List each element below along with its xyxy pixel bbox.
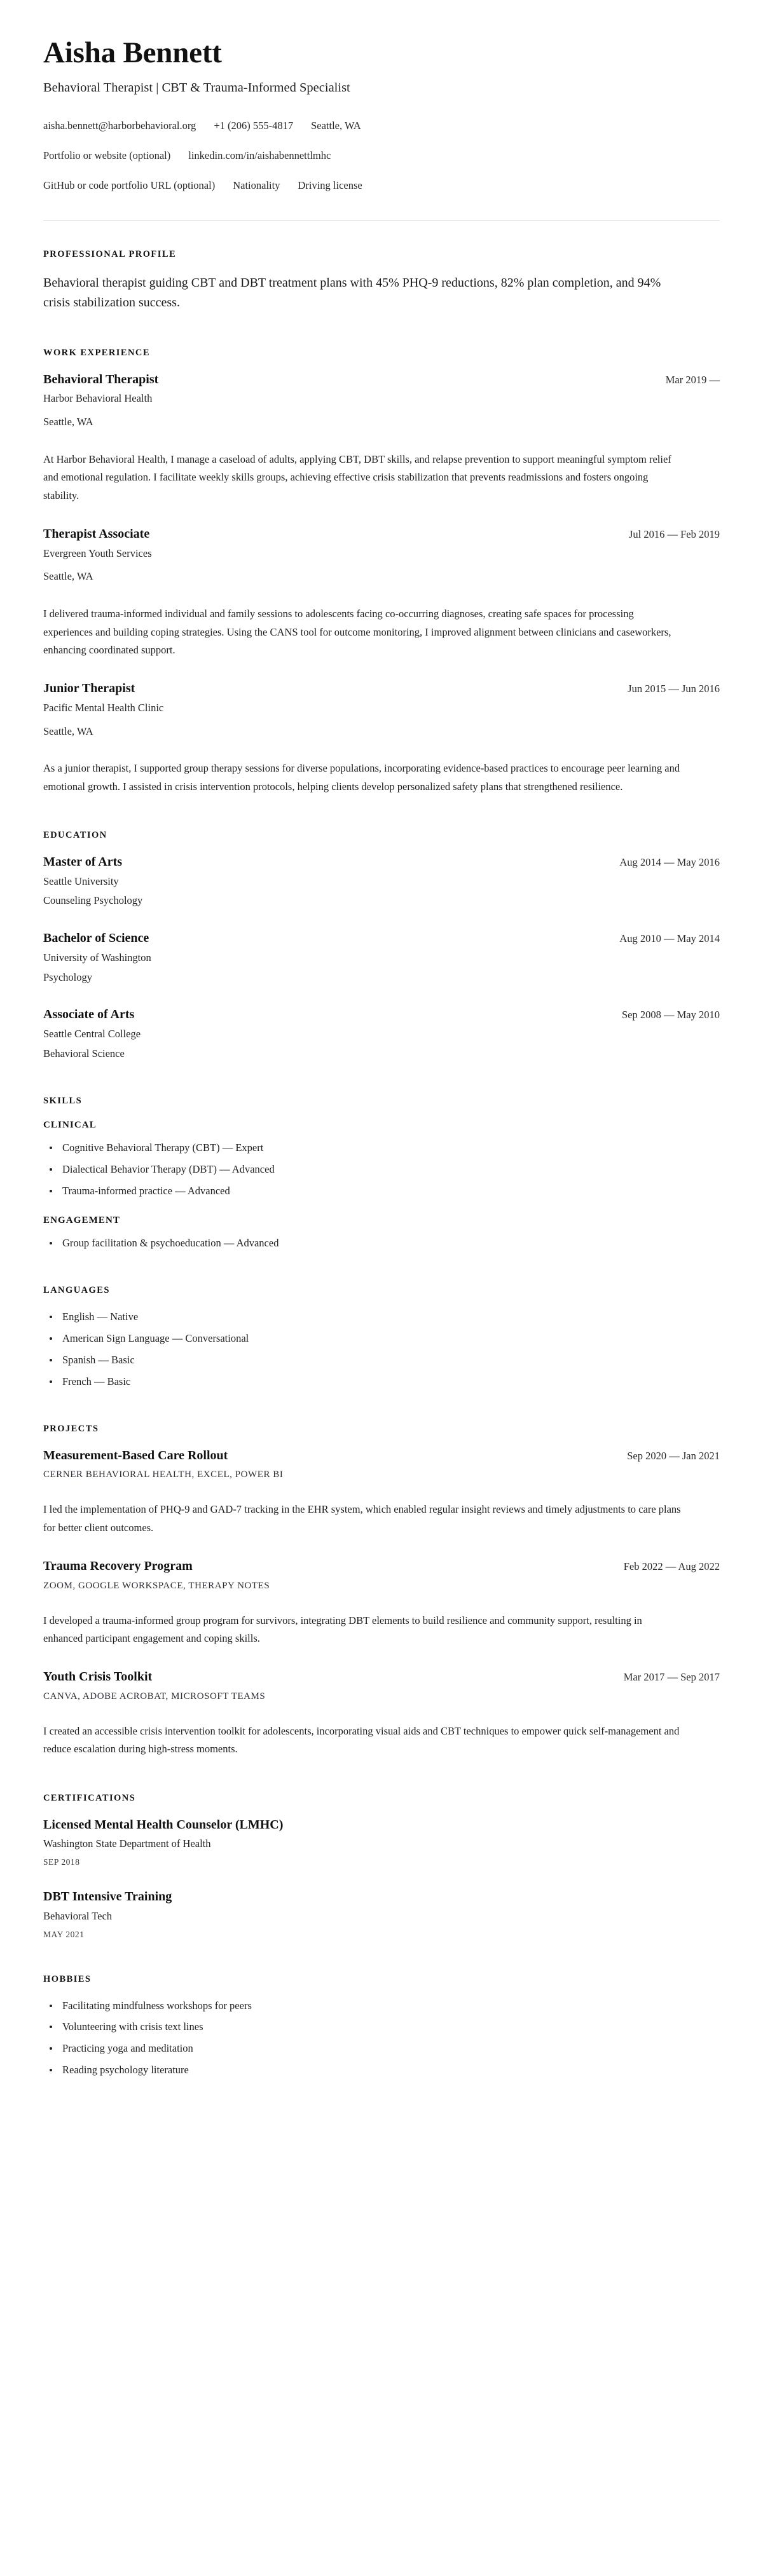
project-stack: ZOOM, GOOGLE WORKSPACE, THERAPY NOTES [43, 1580, 270, 1591]
project-entry-head [43, 1669, 720, 1686]
list-item: Trauma-informed practice — Advanced [43, 1183, 720, 1199]
education-school: Seattle University [43, 875, 119, 887]
education-dates: Sep 2008 — May 2010 [622, 1009, 720, 1021]
education-degree: Bachelor of Science [43, 931, 149, 946]
spacer [43, 1411, 720, 1424]
spacer [43, 1780, 720, 1793]
project-entry [43, 1558, 720, 1647]
candidate-name: Aisha Bennett [43, 36, 222, 69]
project-entry-head [43, 1448, 720, 1464]
project-stack: CERNER BEHAVIORAL HEALTH, EXCEL, POWER BI [43, 1469, 284, 1480]
certification-name: Licensed Mental Health Counselor (LMHC) [43, 1817, 284, 1832]
list-item: Spanish — Basic [43, 1353, 720, 1368]
certification-date: SEP 2018 [43, 1857, 80, 1867]
section-title-hobbies: HOBBIES [43, 1973, 92, 1984]
work-entry-dates: Jun 2015 — Jun 2016 [628, 683, 720, 695]
certification-entry [43, 1817, 720, 1867]
project-description: I led the implementation of PHQ-9 and GAD-7 tracking in the EHR system, which enabled regular insight reviews and timely adjustments to care plans for better client outcomes. [43, 1503, 681, 1534]
section-projects [43, 1424, 720, 1759]
work-entry-description: At Harbor Behavioral Health, I manage a caseload of adults, applying CBT, DBT skills, and relapse prevention to support meaningful symptom relief and emotional regulation. I facilitate weekly skills groups, achieving effective crisis stabilization that prevents readmissions and fosters ongoing stability. [43, 453, 671, 501]
education-field: Psychology [43, 971, 93, 983]
project-name: Measurement-Based Care Rollout [43, 1448, 228, 1462]
skill-group-engagement [43, 1215, 720, 1251]
contact-github[interactable]: GitHub or code portfolio URL (optional) [43, 179, 216, 191]
section-title-education: EDUCATION [43, 830, 107, 841]
section-languages [43, 1285, 720, 1389]
contact-nationality: Nationality [233, 179, 280, 191]
section-title-skills: SKILLS [43, 1096, 83, 1107]
work-entry-description: I delivered trauma-informed individual and family sessions to adolescents facing co-occurring diagnoses, creating safe spaces for processing experiences and building coping strategies. Using the CANS tool for outcome monitoring, I improved alignment between clinicians and caseworkers, enhancing coordinated support. [43, 608, 671, 656]
work-entry-location: Seattle, WA [43, 725, 93, 737]
education-entry [43, 854, 720, 909]
education-school: University of Washington [43, 951, 151, 964]
contact-driving-license: Driving license [298, 179, 362, 191]
project-entry-head [43, 1558, 720, 1575]
skill-group-name: CLINICAL [43, 1120, 97, 1131]
work-entry [43, 681, 720, 796]
section-hobbies [43, 1974, 720, 2078]
work-entry [43, 372, 720, 505]
profile-summary-text: Behavioral therapist guiding CBT and DBT treatment plans with 45% PHQ-9 reductions, 82% plan completion, and 94% crisis stabilization success. [43, 275, 661, 310]
project-name: Youth Crisis Toolkit [43, 1670, 153, 1684]
list-item: Reading psychology literature [43, 2062, 720, 2078]
work-entry-org: Evergreen Youth Services [43, 547, 152, 559]
contact-row-web [43, 148, 720, 164]
list-item: English — Native [43, 1309, 720, 1325]
project-dates: Sep 2020 — Jan 2021 [627, 1449, 720, 1462]
education-field: Counseling Psychology [43, 894, 143, 907]
language-list [43, 1309, 720, 1389]
work-entry-org: Harbor Behavioral Health [43, 392, 153, 405]
spacer [43, 817, 720, 830]
education-entry [43, 930, 720, 985]
work-entry-location: Seattle, WA [43, 416, 93, 428]
section-work-experience [43, 348, 720, 796]
contact-linkedin[interactable]: linkedin.com/in/aishabennettlmhc [188, 149, 331, 162]
section-title-profile: PROFESSIONAL PROFILE [43, 249, 177, 259]
section-title-projects: PROJECTS [43, 1423, 99, 1434]
education-dates: Aug 2014 — May 2016 [619, 856, 720, 869]
spacer [43, 335, 720, 348]
skill-list-clinical [43, 1140, 720, 1199]
work-entry-dates: Jul 2016 — Feb 2019 [628, 528, 720, 541]
list-item: Dialectical Behavior Therapy (DBT) — Advanced [43, 1162, 720, 1177]
list-item: American Sign Language — Conversational [43, 1331, 720, 1346]
list-item: Cognitive Behavioral Therapy (CBT) — Expert [43, 1140, 720, 1155]
list-item: French — Basic [43, 1374, 720, 1389]
candidate-headline: Behavioral Therapist | CBT & Trauma-Informed Specialist [43, 80, 350, 95]
work-entry-org: Pacific Mental Health Clinic [43, 701, 164, 714]
section-certifications [43, 1793, 720, 1940]
spacer [43, 1961, 720, 1974]
project-description: I created an accessible crisis intervention toolkit for adolescents, incorporating visual aids and CBT techniques to empower quick self-management and reduce escalation during high-stress moments. [43, 1725, 680, 1755]
work-entry-dates: Mar 2019 — [665, 373, 720, 386]
certification-name: DBT Intensive Training [43, 1890, 172, 1904]
project-name: Trauma Recovery Program [43, 1559, 193, 1574]
spacer [43, 1083, 720, 1096]
contact-phone[interactable]: +1 (206) 555-4817 [214, 119, 294, 132]
hobby-list [43, 1998, 720, 2078]
skill-list-engagement [43, 1236, 720, 1251]
list-item: Group facilitation & psychoeducation — Advanced [43, 1236, 720, 1251]
work-entry-head [43, 526, 720, 543]
project-entry [43, 1669, 720, 1758]
project-description: I developed a trauma-informed group program for survivors, integrating DBT elements to build resilience and community support, resulting in enhanced participant engagement and coping skills. [43, 1614, 642, 1645]
work-entry-head [43, 681, 720, 697]
list-item: Practicing yoga and meditation [43, 2041, 720, 2056]
education-entry-head [43, 930, 720, 947]
project-entry [43, 1448, 720, 1537]
skill-group-clinical [43, 1120, 720, 1199]
project-dates: Mar 2017 — Sep 2017 [623, 1671, 720, 1684]
work-entry [43, 526, 720, 659]
list-item: Facilitating mindfulness workshops for peers [43, 1998, 720, 2014]
contact-location: Seattle, WA [311, 119, 361, 132]
contact-email[interactable]: aisha.bennett@harborbehavioral.org [43, 119, 196, 132]
contact-row-extra [43, 178, 720, 194]
education-school: Seattle Central College [43, 1027, 141, 1040]
education-degree: Master of Arts [43, 855, 123, 869]
section-title-languages: LANGUAGES [43, 1285, 110, 1296]
project-stack: CANVA, ADOBE ACROBAT, MICROSOFT TEAMS [43, 1691, 266, 1702]
contact-row-primary [43, 118, 720, 134]
certification-issuer: Washington State Department of Health [43, 1837, 211, 1850]
work-entry-head [43, 372, 720, 388]
work-entry-location: Seattle, WA [43, 570, 93, 583]
section-title-work-experience: WORK EXPERIENCE [43, 347, 150, 358]
certification-date: MAY 2021 [43, 1929, 85, 1939]
work-entry-role: Junior Therapist [43, 681, 135, 696]
work-entry-role: Behavioral Therapist [43, 372, 159, 386]
resume-page [43, 0, 720, 2125]
contact-portfolio[interactable]: Portfolio or website (optional) [43, 149, 171, 162]
section-professional-profile [43, 249, 720, 313]
section-skills [43, 1096, 720, 1251]
work-entry-description: As a junior therapist, I supported group therapy sessions for diverse populations, incorporating evidence-based practices to encourage peer learning and emotional growth. I assisted in crisis intervention protocols, helping clients develop personalized safety plans that strengthened resilience. [43, 762, 680, 793]
education-entry [43, 1007, 720, 1061]
education-degree: Associate of Arts [43, 1007, 135, 1022]
education-entry-head [43, 1007, 720, 1023]
resume-header [43, 37, 720, 194]
section-title-certifications: CERTIFICATIONS [43, 1792, 136, 1803]
education-field: Behavioral Science [43, 1047, 125, 1060]
education-entry-head [43, 854, 720, 871]
section-education [43, 830, 720, 1061]
certification-entry [43, 1889, 720, 1939]
education-dates: Aug 2010 — May 2014 [619, 932, 720, 945]
work-entry-role: Therapist Associate [43, 527, 150, 542]
list-item: Volunteering with crisis text lines [43, 2019, 720, 2034]
spacer [43, 1272, 720, 1285]
certification-issuer: Behavioral Tech [43, 1909, 113, 1922]
skill-group-name: ENGAGEMENT [43, 1215, 121, 1226]
project-dates: Feb 2022 — Aug 2022 [623, 1560, 720, 1573]
